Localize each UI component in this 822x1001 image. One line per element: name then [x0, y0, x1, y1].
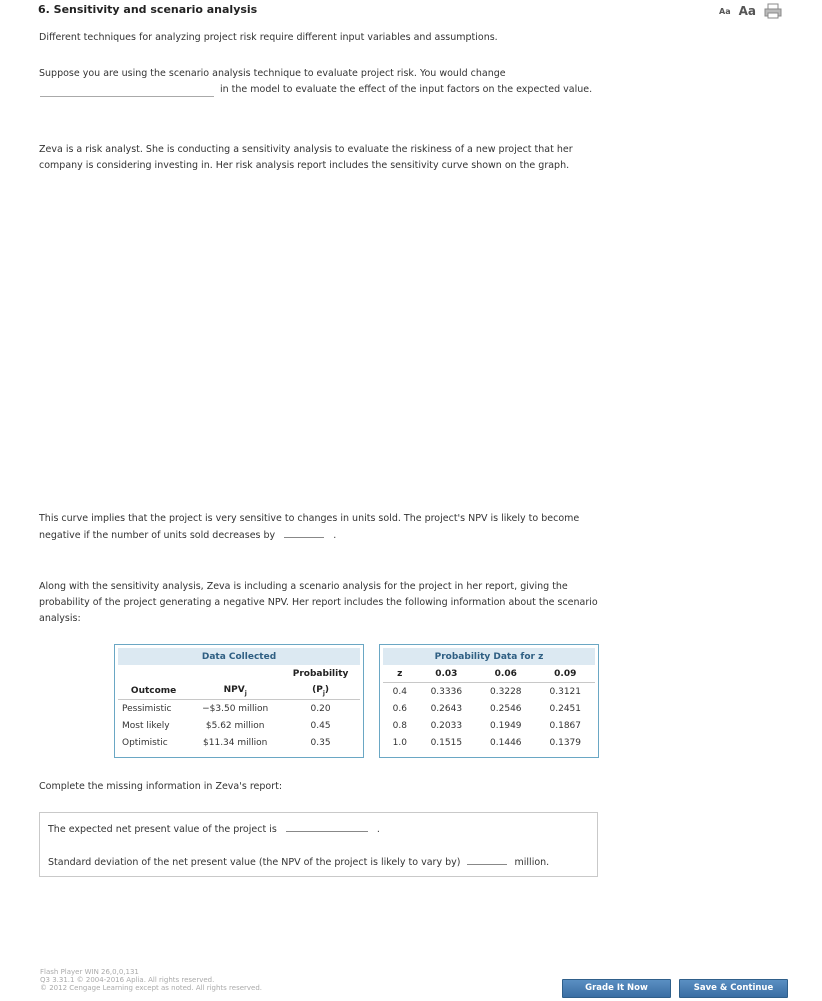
- footer-info: Flash Player WIN 26,0,0,131 Q3 3.31.1 © 2004-2016 Aplia. All rights reserved. © 2012 Cengage Learning except as noted. All rights reserved.: [40, 968, 263, 992]
- prob-table-title: Probability Data for z: [434, 651, 544, 662]
- units-decrease-dropdown[interactable]: [284, 527, 324, 538]
- font-size-tools: [719, 3, 782, 19]
- font-increase-button[interactable]: Aa: [738, 4, 756, 18]
- scenario-question-line2: in the model to evaluate the effect of the input factors on the expected value.: [220, 84, 593, 95]
- expected-npv-line: The expected net present value of the project is .: [48, 821, 380, 835]
- std-dev-line: Standard deviation of the net present value (the NPV of the project is likely to vary by) million.: [48, 854, 549, 868]
- scenario-text-line3: analysis:: [39, 613, 81, 624]
- table-row: Pessimistic −$3.50 million 0.20: [118, 700, 360, 718]
- scenario-text-line2: probability of the project generating a negative NPV. Her report includes the following information about the scenario: [39, 597, 598, 608]
- question-title: 6. Sensitivity and scenario analysis: [38, 3, 258, 16]
- curve-text-line2: negative if the number of units sold decreases by .: [39, 527, 336, 544]
- table-row: 0.6 0.2643 0.2546 0.2451: [392, 703, 581, 714]
- intro-text: Different techniques for analyzing project risk require different input variables and assumptions.: [39, 32, 498, 43]
- font-decrease-button[interactable]: Aa: [719, 6, 731, 16]
- zeva-intro-line2: company is considering investing in. Her risk analysis report includes the sensitivity curve shown on the graph.: [39, 160, 570, 171]
- prob-header: Probability: [292, 668, 349, 679]
- sensitivity-graph-area: [39, 185, 599, 500]
- data-table-title: Data Collected: [201, 651, 277, 662]
- table-row: 1.0 0.1515 0.1446 0.1379: [392, 737, 581, 748]
- prob-symbol-header: $(P_j)$: [312, 684, 330, 697]
- table-row: 0.4 0.3336 0.3228 0.3121: [383, 683, 595, 701]
- expected-npv-dropdown[interactable]: [286, 821, 368, 832]
- table-row: Optimistic $11.34 million 0.35: [122, 737, 331, 748]
- probability-z-table: Probability Data for z z 0.03 0.06 0.09 0.4 0.3336 0.3228 0.3121 0.6 0.2643 0.2546 0.2451 0.8 0.2033 0.1949 0.1867 1.0 0.1515 0.1446 0.1379: [379, 644, 599, 758]
- outcome-header: Outcome: [130, 685, 177, 696]
- scenario-question-line1: Suppose you are using the scenario analysis technique to evaluate project risk. You would change: [39, 68, 506, 79]
- scenario-answer-dropdown[interactable]: [40, 96, 214, 97]
- table-row: 0.8 0.2033 0.1949 0.1867: [392, 720, 581, 731]
- grade-it-now-button[interactable]: Grade It Now: [562, 979, 671, 998]
- save-continue-button[interactable]: Save & Continue: [679, 979, 788, 998]
- complete-prompt: Complete the missing information in Zeva's report:: [39, 781, 283, 792]
- npv-header: $NPV_j$: [223, 684, 247, 697]
- printer-icon[interactable]: [764, 3, 782, 19]
- curve-text-line1: This curve implies that the project is very sensitive to changes in units sold. The project's NPV is likely to become: [39, 513, 580, 524]
- std-dev-dropdown[interactable]: [467, 854, 507, 865]
- table-row: Most likely $5.62 million 0.45: [122, 720, 331, 731]
- answer-box: [39, 812, 598, 877]
- data-collected-table: [114, 644, 364, 758]
- z-header: z: [397, 668, 403, 679]
- scenario-text-line1: Along with the sensitivity analysis, Zeva is including a scenario analysis for the project in her report, giving the: [39, 581, 568, 592]
- zeva-intro-line1: Zeva is a risk analyst. She is conducting a sensitivity analysis to evaluate the riskiness of a new project that her: [39, 144, 573, 155]
